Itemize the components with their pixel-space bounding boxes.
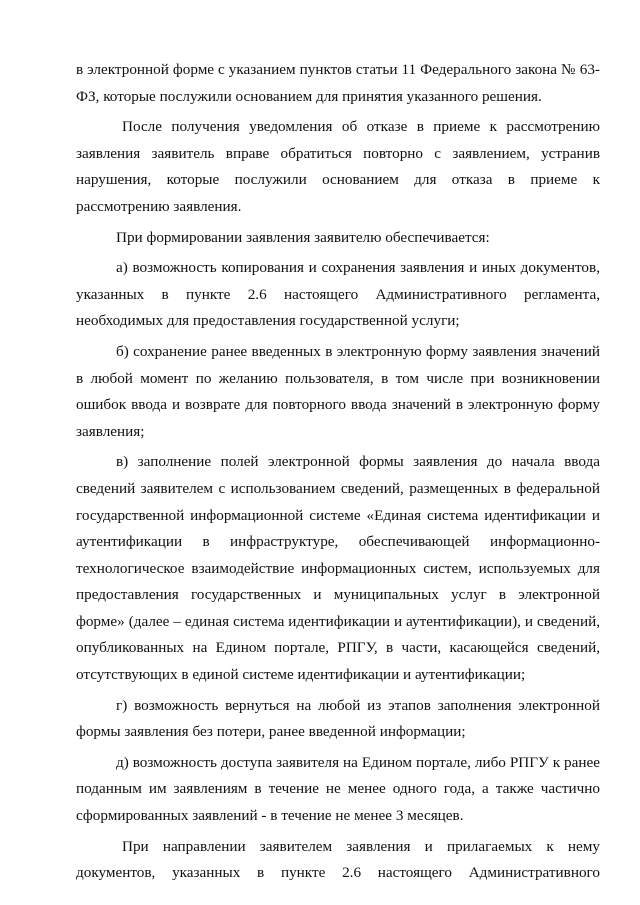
paragraph-form-provisions-intro: При формировании заявления заявителю обеспечивается: <box>116 228 490 246</box>
list-item-a: а) возможность копирования и сохранения заявления и иных документов, указанных в пункте 2.6 настоящего Административного регламента, необходимых для предоставления государственной услуги; <box>76 259 600 330</box>
list-item-v: в) заполнение полей электронной формы заявления до начала ввода сведений заявителем с использованием сведений, размещенных в федеральной государственной информационной системе «Единая система идентификации и аутентификации в инфраструктуре, обеспечивающей информационно-технологическое взаимодействие информационных систем, используемых для предоставления государственных и муниципальных услуг в электронной форме» (далее – единая система идентификации и аутентификации), и сведений, опубликованных на Едином портале, РПГУ, в части, касающейся сведений, отсутствующих в единой системе идентификации и аутентификации; <box>76 453 600 684</box>
list-item-g: г) возможность вернуться на любой из этапов заполнения электронной формы заявления без потери, ранее введенной информации; <box>76 696 600 741</box>
paragraph-submission-start: При направлении заявителем заявления и прилагаемых к нему документов, указанных в пункте 2.6 настоящего Административного <box>76 837 600 882</box>
paragraph-refusal-notice: После получения уведомления об отказе в приеме к рассмотрению заявления заявитель вправе обратиться повторно с заявлением, устранив нарушения, которые послужили основанием для отказа в приеме к рассмотрению заявления. <box>76 118 600 215</box>
paragraph-continuation: в электронной форме с указанием пунктов статьи 11 Федерального закона № 63-ФЗ, которые послужили основанием для принятия указанного решения. <box>76 61 600 105</box>
list-item-b: б) сохранение ранее введенных в электронную форму заявления значений в любой момент по желанию пользователя, в том числе при возникновении ошибок ввода и возврате для повторного ввода значений в электронную форму заявления; <box>76 342 600 440</box>
list-item-d: д) возможность доступа заявителя на Едином портале, либо РПГУ к ранее поданным им заявлениям в течение не менее одного года, а также частично сформированных заявлений - в течение не менее 3 месяцев. <box>76 753 600 825</box>
